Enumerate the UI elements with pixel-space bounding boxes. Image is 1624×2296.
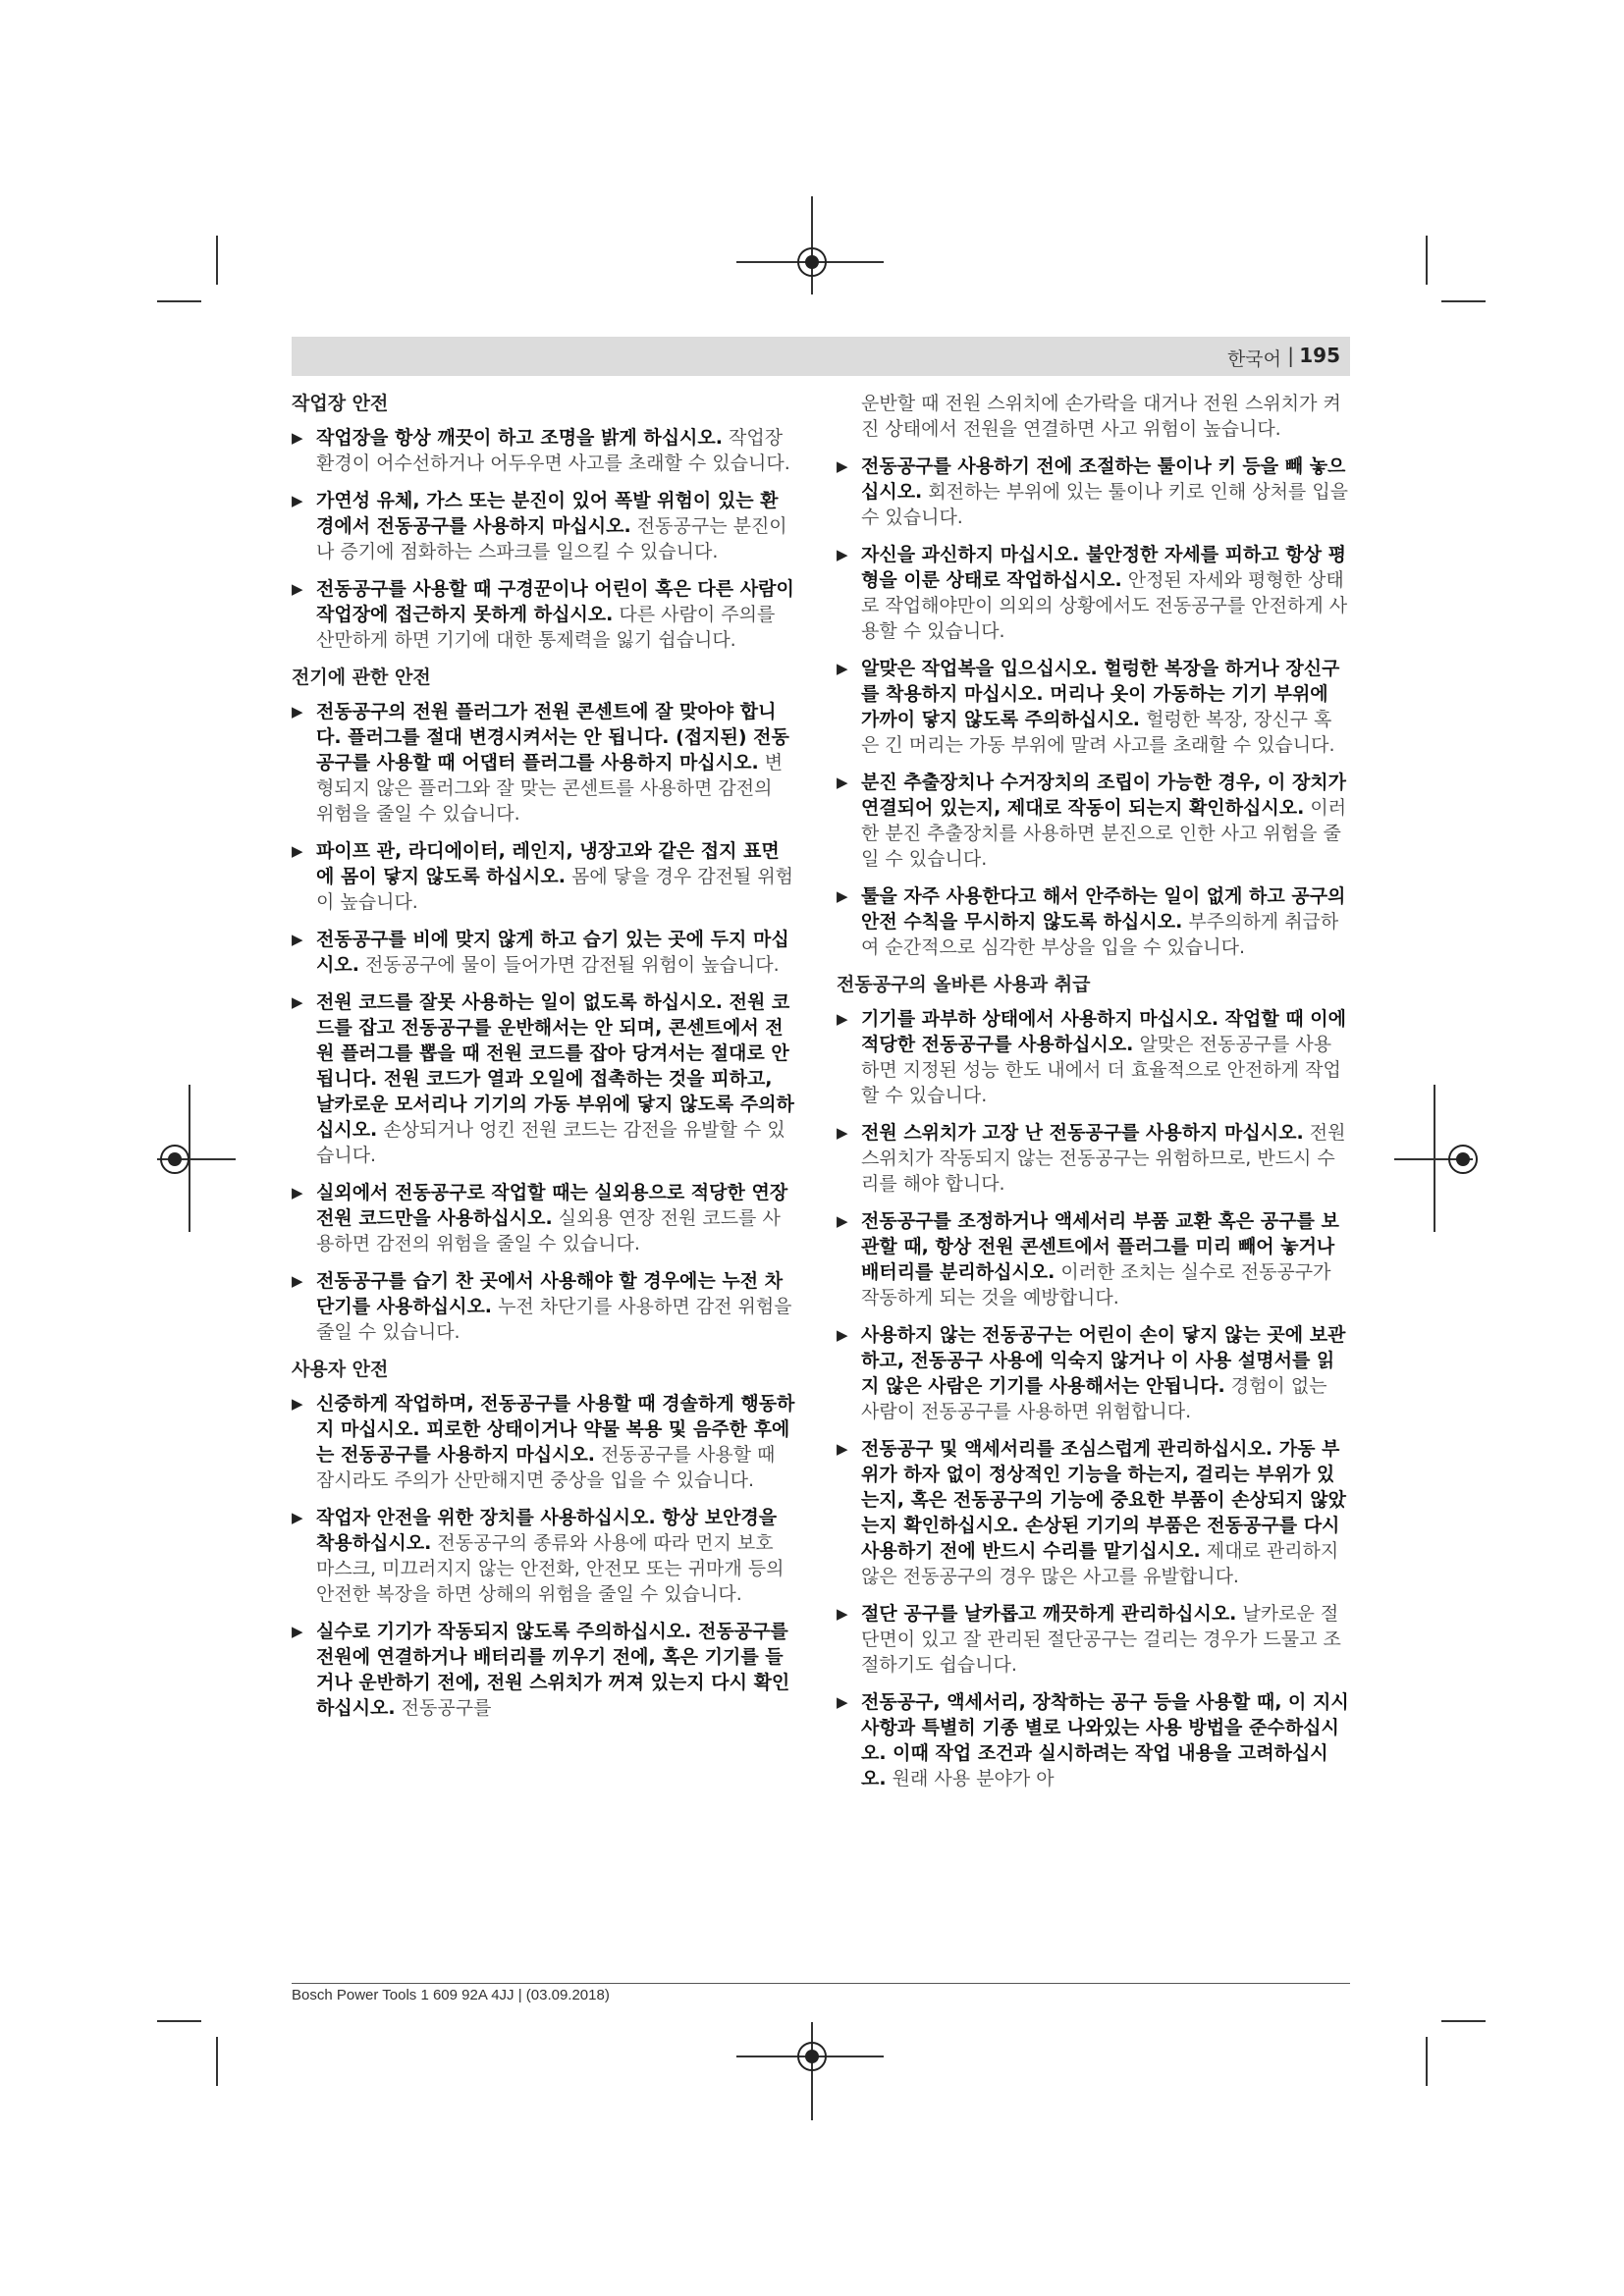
- instruction-emphasis: 툴을 자주 사용한다고 해서 안주하는 일이 없게 하고 공구의 안전 수칙을 무시하지 않도록 하십시오.: [861, 885, 1346, 933]
- instruction-explanation: 전동공구를 사용할 때 잠시라도 주의가 산만해지면 중상을 입을 수 있습니다.: [316, 1444, 776, 1491]
- bullet-triangle-icon: ▶: [292, 1509, 303, 1526]
- instruction-emphasis: 사용하지 않는 전동공구는 어린이 손이 닿지 않는 곳에 보관하고, 전동공구 사용에 익숙지 않거나 이 사용 설명서를 읽지 않은 사람은 기기를 사용해서는 안됩니다.: [861, 1324, 1346, 1397]
- instruction-explanation: 변형되지 않은 플러그와 잘 맞는 콘센트를 사용하면 감전의 위험을 줄일 수 있습니다.: [316, 752, 784, 825]
- left-column: [292, 391, 795, 1733]
- instruction-explanation: 제대로 관리하지 않은 전동공구의 경우 많은 사고를 유발합니다.: [861, 1540, 1339, 1587]
- instruction-explanation: 날카로운 절단면이 있고 잘 관리된 절단공구는 걸리는 경우가 드물고 조절하기도 쉽습니다.: [861, 1603, 1341, 1676]
- safety-instruction: [837, 1208, 1349, 1310]
- safety-instruction: [292, 699, 795, 827]
- safety-instruction: [837, 1120, 1349, 1197]
- right-column: [837, 391, 1349, 1803]
- safety-instruction: [837, 1322, 1349, 1424]
- instruction-explanation: 누전 차단기를 사용하면 감전 위험을 줄일 수 있습니다.: [316, 1296, 792, 1343]
- instruction-emphasis: 절단 공구를 날카롭고 깨끗하게 관리하십시오.: [861, 1603, 1237, 1625]
- page-number: 195: [1299, 344, 1340, 367]
- instruction-emphasis: 실외에서 전동공구로 작업할 때는 실외용으로 적당한 연장 전원 코드만을 사용하십시오.: [316, 1182, 788, 1229]
- instruction-explanation: 실외용 연장 전원 코드를 사용하면 감전의 위험을 줄일 수 있습니다.: [316, 1207, 781, 1255]
- instruction-explanation: 원래 사용 분야가 아: [886, 1768, 1055, 1789]
- safety-instruction: [837, 770, 1349, 872]
- footer-rule: [292, 1983, 1350, 1984]
- instruction-emphasis: 전원 코드를 잘못 사용하는 일이 없도록 하십시오. 전원 코드를 잡고 전동공구를 운반해서는 안 되며, 콘센트에서 전원 플러그를 뽑을 때 전원 코드를 잡아 당겨서는 절대로 안 됩니다. 전원 코드가 열과 오일에 접촉하는 것을 피하고, 날카로운 모서리나 기기의 가동 부위에 닿지 않도록 주의하십시오.: [316, 991, 794, 1141]
- bullet-triangle-icon: ▶: [292, 993, 303, 1011]
- crop-mark: [216, 236, 218, 285]
- instruction-explanation: 회전하는 부위에 있는 툴이나 키로 인해 상처를 입을 수 있습니다.: [861, 481, 1349, 528]
- registration-mark-icon: [1448, 1145, 1478, 1174]
- crop-mark: [811, 2022, 813, 2120]
- bullet-triangle-icon: ▶: [837, 1124, 848, 1142]
- instruction-explanation: 부주의하게 취급하여 순간적으로 심각한 부상을 입을 수 있습니다.: [861, 911, 1339, 958]
- instruction-emphasis: 전동공구 및 액세서리를 조심스럽게 관리하십시오. 가동 부위가 하자 없이 정상적인 기능을 하는지, 걸리는 부위가 있는지, 혹은 전동공구의 기능에 중요한 부품이 손상되지 않았는지 확인하십시오. 손상된 기기의 부품은 전동공구를 다시 사용하기 전에 반드시 수리를 맡기십시오.: [861, 1438, 1347, 1562]
- bullet-triangle-icon: ▶: [292, 1184, 303, 1201]
- bullet-triangle-icon: ▶: [837, 1693, 848, 1711]
- bullet-triangle-icon: ▶: [292, 429, 303, 447]
- footer-text: Bosch Power Tools 1 609 92A 4JJ | (03.09.2018): [292, 1987, 610, 2003]
- instruction-explanation: 경험이 없는 사람이 전동공구를 사용하면 위험합니다.: [861, 1375, 1327, 1422]
- instruction-emphasis: 분진 추출장치나 수거장치의 조립이 가능한 경우, 이 장치가 연결되어 있는지, 제대로 작동이 되는지 확인하십시오.: [861, 772, 1347, 819]
- instruction-explanation: 안정된 자세와 평형한 상태로 작업해야만이 의외의 상황에서도 전동공구를 안전하게 사용할 수 있습니다.: [861, 569, 1348, 642]
- instruction-emphasis: 전원 스위치가 고장 난 전동공구를 사용하지 마십시오.: [861, 1122, 1304, 1144]
- safety-instruction: [292, 838, 795, 915]
- bullet-triangle-icon: ▶: [837, 1605, 848, 1623]
- bullet-triangle-icon: ▶: [837, 660, 848, 677]
- crop-mark: [1441, 300, 1486, 302]
- bullet-triangle-icon: ▶: [837, 1212, 848, 1230]
- safety-instruction: [292, 576, 795, 653]
- safety-instruction: [837, 656, 1349, 758]
- instruction-explanation: 이러한 분진 추출장치를 사용하면 분진으로 인한 사고 위험을 줄일 수 있습니다.: [861, 797, 1347, 870]
- page-header: [292, 337, 1350, 376]
- bullet-triangle-icon: ▶: [837, 1326, 848, 1344]
- instruction-explanation: 전동공구는 분진이나 증기에 점화하는 스파크를 일으킬 수 있습니다.: [316, 515, 787, 562]
- section-title: 사용자 안전: [292, 1359, 389, 1380]
- instruction-emphasis: 전동공구를 조정하거나 액세서리 부품 교환 혹은 공구를 보관할 때, 항상 전원 콘센트에서 플러그를 미리 빼어 놓거나 배터리를 분리하십시오.: [861, 1210, 1339, 1283]
- instruction-emphasis: 전동공구를 사용하기 전에 조절하는 툴이나 키 등을 빼 놓으십시오.: [861, 455, 1346, 503]
- instruction-emphasis: 기기를 과부하 상태에서 사용하지 마십시오. 작업할 때 이에 적당한 전동공구를 사용하십시오.: [861, 1008, 1347, 1055]
- instruction-explanation: 작업장 환경이 어수선하거나 어두우면 사고를 초래할 수 있습니다.: [316, 427, 790, 474]
- instruction-emphasis: 작업자 안전을 위한 장치를 사용하십시오. 항상 보안경을 착용하십시오.: [316, 1507, 778, 1554]
- safety-instruction: [292, 488, 795, 564]
- section-title: 작업장 안전: [292, 393, 389, 414]
- instruction-explanation: 전동공구에 물이 들어가면 감전될 위험이 높습니다.: [358, 954, 780, 976]
- bullet-triangle-icon: ▶: [292, 580, 303, 598]
- instruction-emphasis: 전동공구를 습기 찬 곳에서 사용해야 할 경우에는 누전 차단기를 사용하십시오.: [316, 1270, 784, 1317]
- safety-instruction: [292, 927, 795, 978]
- safety-instruction: [837, 454, 1349, 530]
- bullet-triangle-icon: ▶: [837, 887, 848, 905]
- instruction-emphasis: 전동공구, 액세서리, 장착하는 공구 등을 사용할 때, 이 지시 사항과 특별히 기종 별로 나와있는 사용 방법을 준수하십시오. 이때 작업 조건과 실시하려는 작업 내용을 고려하십시오.: [861, 1691, 1349, 1789]
- instruction-emphasis: 알맞은 작업복을 입으십시오. 헐렁한 복장을 하거나 장신구를 착용하지 마십시오. 머리나 옷이 가동하는 기기 부위에 가까이 닿지 않도록 주의하십시오.: [861, 658, 1340, 730]
- safety-instruction: [292, 1268, 795, 1345]
- bullet-triangle-icon: ▶: [837, 457, 848, 475]
- instruction-explanation: 몸에 닿을 경우 감전될 위험이 높습니다.: [316, 866, 794, 913]
- bullet-triangle-icon: ▶: [292, 1623, 303, 1640]
- safety-instruction: [292, 989, 795, 1168]
- instruction-emphasis: 가연성 유체, 가스 또는 분진이 있어 폭발 위험이 있는 환경에서 전동공구를 사용하지 마십시오.: [316, 490, 779, 537]
- bullet-triangle-icon: ▶: [837, 1440, 848, 1458]
- crop-mark: [811, 196, 813, 294]
- instruction-explanation: 전동공구의 종류와 사용에 따라 먼지 보호 마스크, 미끄러지지 않는 안전화, 안전모 또는 귀마개 등의 안전한 복장을 하면 상해의 위험을 줄일 수 있습니다.: [316, 1532, 785, 1605]
- instruction-emphasis: 파이프 관, 라디에이터, 레인지, 냉장고와 같은 접지 표면에 몸이 닿지 않도록 하십시오.: [316, 840, 780, 887]
- safety-instruction: [292, 1619, 795, 1721]
- section-title: 전기에 관한 안전: [292, 667, 431, 688]
- instruction-emphasis: 전동공구를 비에 맞지 않게 하고 습기 있는 곳에 두지 마십시오.: [316, 929, 789, 976]
- bullet-triangle-icon: ▶: [837, 546, 848, 563]
- registration-mark-icon: [797, 2042, 827, 2071]
- instruction-explanation: 손상되거나 엉킨 전원 코드는 감전을 유발할 수 있습니다.: [316, 1119, 785, 1166]
- instruction-explanation: 이러한 조치는 실수로 전동공구가 작동하게 되는 것을 예방합니다.: [861, 1261, 1331, 1308]
- bullet-triangle-icon: ▶: [837, 1010, 848, 1028]
- bullet-triangle-icon: ▶: [292, 842, 303, 860]
- safety-instruction: [837, 1689, 1349, 1791]
- instruction-explanation: 알맞은 전동공구를 사용하면 지정된 성능 한도 내에서 더 효율적으로 안전하게 작업할 수 있습니다.: [861, 1034, 1341, 1106]
- safety-instruction: [292, 1505, 795, 1607]
- section-title: 전동공구의 올바른 사용과 취급: [837, 974, 1091, 995]
- safety-instruction: [837, 1601, 1349, 1678]
- instruction-emphasis: 자신을 과신하지 마십시오. 불안정한 자세를 피하고 항상 평형을 이룬 상태로 작업하십시오.: [861, 544, 1347, 591]
- safety-instruction: [837, 1436, 1349, 1589]
- crop-mark: [157, 300, 201, 302]
- instruction-emphasis: 전동공구의 전원 플러그가 전원 콘센트에 잘 맞아야 합니다. 플러그를 절대 변경시켜서는 안 됩니다. (접지된) 전동공구를 사용할 때 어댑터 플러그를 사용하지 마십시오.: [316, 701, 789, 774]
- instruction-explanation: 다른 사람이 주의를 산만하게 하면 기기에 대한 통제력을 잃기 쉽습니다.: [316, 604, 776, 651]
- crop-mark: [1441, 2020, 1486, 2022]
- bullet-triangle-icon: ▶: [837, 774, 848, 791]
- bullet-triangle-icon: ▶: [292, 1395, 303, 1413]
- instruction-explanation: 전원 스위치가 작동되지 않는 전동공구는 위험하므로, 반드시 수리를 해야 합니다.: [861, 1122, 1346, 1195]
- instruction-emphasis: 전동공구를 사용할 때 구경꾼이나 어린이 혹은 다른 사람이 작업장에 접근하지 못하게 하십시오.: [316, 578, 794, 625]
- header-language: 한국어: [1226, 348, 1281, 370]
- bullet-triangle-icon: ▶: [292, 492, 303, 509]
- safety-instruction: [837, 883, 1349, 960]
- crop-mark: [157, 2020, 201, 2022]
- safety-instruction: [837, 1006, 1349, 1108]
- instruction-emphasis: 실수로 기기가 작동되지 않도록 주의하십시오. 전동공구를 전원에 연결하거나 배터리를 끼우기 전에, 혹은 기기를 들거나 운반하기 전에, 전원 스위치가 꺼져 있는지 다시 확인하십시오.: [316, 1621, 790, 1719]
- safety-instruction: [837, 542, 1349, 644]
- registration-mark-icon: [797, 247, 827, 277]
- instruction-emphasis: 신중하게 작업하며, 전동공구를 사용할 때 경솔하게 행동하지 마십시오. 피로한 상태이거나 약물 복용 및 음주한 후에는 전동공구를 사용하지 마십시오.: [316, 1393, 795, 1466]
- instruction-explanation: 전동공구를: [395, 1697, 492, 1719]
- crop-mark: [1426, 2037, 1428, 2086]
- registration-mark-icon: [160, 1145, 189, 1174]
- bullet-triangle-icon: ▶: [292, 931, 303, 948]
- instruction-emphasis: 작업장을 항상 깨끗이 하고 조명을 밝게 하십시오.: [316, 427, 723, 449]
- crop-mark: [216, 2037, 218, 2086]
- continued-paragraph: 운반할 때 전원 스위치에 손가락을 대거나 전원 스위치가 켜진 상태에서 전원을 연결하면 사고 위험이 높습니다.: [861, 393, 1341, 440]
- safety-instruction: [292, 1391, 795, 1493]
- crop-mark: [1426, 236, 1428, 285]
- bullet-triangle-icon: ▶: [292, 703, 303, 721]
- bullet-triangle-icon: ▶: [292, 1272, 303, 1290]
- instruction-explanation: 헐렁한 복장, 장신구 혹은 긴 머리는 가동 부위에 말려 사고를 초래할 수 있습니다.: [861, 709, 1335, 756]
- safety-instruction: [292, 1180, 795, 1256]
- safety-instruction: [292, 425, 795, 476]
- header-separator: |: [1287, 344, 1294, 367]
